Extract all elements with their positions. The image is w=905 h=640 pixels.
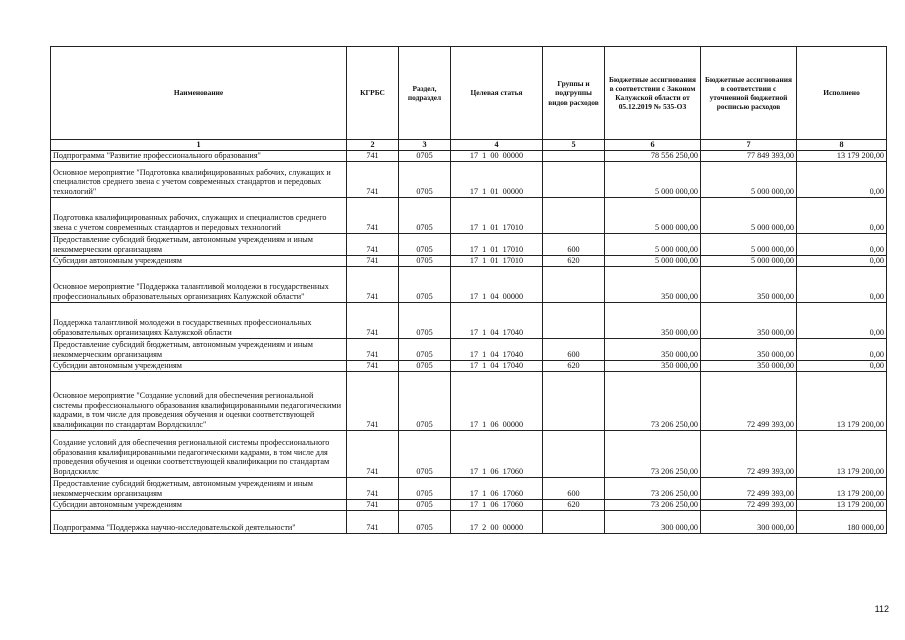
row-kgrbs: 741 xyxy=(347,255,399,266)
row-section: 0705 xyxy=(399,197,451,233)
row-executed: 13 179 200,00 xyxy=(797,150,887,161)
row-executed: 13 179 200,00 xyxy=(797,430,887,477)
header-target: Целевая статья xyxy=(451,47,543,140)
column-number: 1 xyxy=(51,140,347,151)
table-row xyxy=(51,266,887,302)
row-executed: 0,00 xyxy=(797,266,887,302)
header-section: Раздел, подраздел xyxy=(399,47,451,140)
table-row xyxy=(51,430,887,477)
row-name: Создание условий для обеспечения региональной системы профессионального образования квалифицированными педагогическими кадрами, в том числе для проведения обучения и оценки соответствующей квалификации по стандартам Ворлдскиллс xyxy=(51,430,347,477)
column-number: 2 xyxy=(347,140,399,151)
row-section: 0705 xyxy=(399,161,451,197)
column-number: 7 xyxy=(701,140,797,151)
row-group: 600 xyxy=(543,233,605,255)
row-budget-law: 73 206 250,00 xyxy=(605,477,701,499)
row-target: 17 2 00 00000 xyxy=(451,510,543,533)
row-name: Основное мероприятие "Поддержка талантливой молодежи в государственных профессиональных образовательных организациях Калужской области" xyxy=(51,266,347,302)
row-name: Поддержка талантливой молодежи в государственных профессиональных образовательных организациях Калужской области xyxy=(51,302,347,338)
table-row xyxy=(51,499,887,510)
row-budget-law: 73 206 250,00 xyxy=(605,430,701,477)
row-target: 17 1 06 17060 xyxy=(451,499,543,510)
row-executed: 0,00 xyxy=(797,161,887,197)
row-group xyxy=(543,302,605,338)
column-number-row xyxy=(51,140,887,151)
row-target: 17 1 06 17060 xyxy=(451,477,543,499)
row-name: Предоставление субсидий бюджетным, автономным учреждениям и иным некоммерческим организациям xyxy=(51,233,347,255)
row-section: 0705 xyxy=(399,266,451,302)
row-budget-refined: 300 000,00 xyxy=(701,510,797,533)
row-name: Субсидии автономным учреждениям xyxy=(51,360,347,371)
row-budget-refined: 77 849 393,00 xyxy=(701,150,797,161)
row-target: 17 1 01 17010 xyxy=(451,233,543,255)
row-budget-refined: 5 000 000,00 xyxy=(701,161,797,197)
row-group xyxy=(543,371,605,430)
row-section: 0705 xyxy=(399,255,451,266)
row-executed: 0,00 xyxy=(797,360,887,371)
row-target: 17 1 01 17010 xyxy=(451,197,543,233)
row-kgrbs: 741 xyxy=(347,360,399,371)
header-budget-law: Бюджетные ассигнования в соответствии с Законом Калужской области от 05.12.2019 № 535-ОЗ xyxy=(605,47,701,140)
row-kgrbs: 741 xyxy=(347,233,399,255)
row-target: 17 1 06 00000 xyxy=(451,371,543,430)
column-number: 5 xyxy=(543,140,605,151)
row-group xyxy=(543,510,605,533)
row-budget-refined: 72 499 393,00 xyxy=(701,430,797,477)
column-number: 6 xyxy=(605,140,701,151)
row-kgrbs: 741 xyxy=(347,477,399,499)
row-target: 17 1 04 17040 xyxy=(451,360,543,371)
header-executed: Исполнено xyxy=(797,47,887,140)
row-group: 600 xyxy=(543,477,605,499)
row-name: Субсидии автономным учреждениям xyxy=(51,255,347,266)
row-section: 0705 xyxy=(399,338,451,360)
table-row xyxy=(51,161,887,197)
row-executed: 180 000,00 xyxy=(797,510,887,533)
table-row xyxy=(51,197,887,233)
row-section: 0705 xyxy=(399,477,451,499)
row-kgrbs: 741 xyxy=(347,302,399,338)
row-budget-law: 350 000,00 xyxy=(605,266,701,302)
table-body xyxy=(51,150,887,533)
row-section: 0705 xyxy=(399,499,451,510)
column-number: 3 xyxy=(399,140,451,151)
row-kgrbs: 741 xyxy=(347,499,399,510)
row-kgrbs: 741 xyxy=(347,161,399,197)
row-target: 17 1 04 00000 xyxy=(451,266,543,302)
row-kgrbs: 741 xyxy=(347,510,399,533)
row-budget-law: 350 000,00 xyxy=(605,360,701,371)
row-kgrbs: 741 xyxy=(347,150,399,161)
row-budget-law: 5 000 000,00 xyxy=(605,197,701,233)
row-executed: 0,00 xyxy=(797,197,887,233)
row-budget-refined: 350 000,00 xyxy=(701,360,797,371)
header-kgrbs: КГРБС xyxy=(347,47,399,140)
row-target: 17 1 04 17040 xyxy=(451,338,543,360)
row-group xyxy=(543,430,605,477)
row-group xyxy=(543,150,605,161)
row-executed: 0,00 xyxy=(797,302,887,338)
table-row xyxy=(51,338,887,360)
table-row xyxy=(51,371,887,430)
row-budget-law: 5 000 000,00 xyxy=(605,161,701,197)
row-budget-refined: 5 000 000,00 xyxy=(701,197,797,233)
row-kgrbs: 741 xyxy=(347,197,399,233)
header-name: Наименование xyxy=(51,47,347,140)
header-budget-refined: Бюджетные ассигнования в соответствии с уточненной бюджетной росписью расходов xyxy=(701,47,797,140)
row-name: Предоставление субсидий бюджетным, автономным учреждениям и иным некоммерческим организациям xyxy=(51,477,347,499)
budget-table xyxy=(50,46,887,534)
row-group xyxy=(543,266,605,302)
row-budget-refined: 5 000 000,00 xyxy=(701,255,797,266)
row-executed: 13 179 200,00 xyxy=(797,499,887,510)
row-section: 0705 xyxy=(399,371,451,430)
row-section: 0705 xyxy=(399,430,451,477)
row-kgrbs: 741 xyxy=(347,430,399,477)
row-budget-law: 5 000 000,00 xyxy=(605,233,701,255)
table-row xyxy=(51,255,887,266)
row-budget-law: 73 206 250,00 xyxy=(605,371,701,430)
budget-table-sheet xyxy=(50,46,886,534)
row-budget-law: 5 000 000,00 xyxy=(605,255,701,266)
table-row xyxy=(51,510,887,533)
row-target: 17 1 01 00000 xyxy=(451,161,543,197)
row-target: 17 1 00 00000 xyxy=(451,150,543,161)
row-name: Основное мероприятие "Подготовка квалифицированных рабочих, служащих и специалистов среднего звена с учетом современных стандартов и передовых технологий" xyxy=(51,161,347,197)
row-name: Подготовка квалифицированных рабочих, служащих и специалистов среднего звена с учетом современных стандартов и передовых технологий xyxy=(51,197,347,233)
row-budget-refined: 5 000 000,00 xyxy=(701,233,797,255)
row-name: Основное мероприятие "Создание условий для обеспечения региональной системы профессионального образования квалифицированными педагогическими кадрами, в том числе для проведения обучения и оценки соответствующей квалификации по стандартам Ворлдскиллс" xyxy=(51,371,347,430)
row-budget-law: 350 000,00 xyxy=(605,338,701,360)
row-name: Подпрограмма "Развитие профессионального образования" xyxy=(51,150,347,161)
column-number: 4 xyxy=(451,140,543,151)
row-budget-refined: 72 499 393,00 xyxy=(701,477,797,499)
table-row xyxy=(51,360,887,371)
row-group: 620 xyxy=(543,255,605,266)
row-section: 0705 xyxy=(399,510,451,533)
page-number: 112 xyxy=(874,604,889,614)
row-budget-refined: 350 000,00 xyxy=(701,266,797,302)
column-number: 8 xyxy=(797,140,887,151)
row-group xyxy=(543,197,605,233)
row-kgrbs: 741 xyxy=(347,338,399,360)
row-section: 0705 xyxy=(399,360,451,371)
row-section: 0705 xyxy=(399,150,451,161)
row-budget-refined: 72 499 393,00 xyxy=(701,371,797,430)
row-section: 0705 xyxy=(399,302,451,338)
row-executed: 13 179 200,00 xyxy=(797,477,887,499)
table-header-row xyxy=(51,47,887,140)
row-name: Предоставление субсидий бюджетным, автономным учреждениям и иным некоммерческим организациям xyxy=(51,338,347,360)
row-executed: 0,00 xyxy=(797,338,887,360)
table-row xyxy=(51,150,887,161)
row-budget-refined: 350 000,00 xyxy=(701,338,797,360)
row-target: 17 1 06 17060 xyxy=(451,430,543,477)
header-groups: Группы и подгруппы видов расходов xyxy=(543,47,605,140)
row-group: 620 xyxy=(543,499,605,510)
row-budget-law: 300 000,00 xyxy=(605,510,701,533)
row-target: 17 1 01 17010 xyxy=(451,255,543,266)
row-section: 0705 xyxy=(399,233,451,255)
table-row xyxy=(51,233,887,255)
row-executed: 0,00 xyxy=(797,255,887,266)
row-group: 600 xyxy=(543,338,605,360)
row-budget-refined: 72 499 393,00 xyxy=(701,499,797,510)
row-budget-law: 73 206 250,00 xyxy=(605,499,701,510)
row-target: 17 1 04 17040 xyxy=(451,302,543,338)
row-kgrbs: 741 xyxy=(347,371,399,430)
row-budget-law: 350 000,00 xyxy=(605,302,701,338)
table-row xyxy=(51,477,887,499)
row-executed: 0,00 xyxy=(797,233,887,255)
row-kgrbs: 741 xyxy=(347,266,399,302)
row-budget-law: 78 556 250,00 xyxy=(605,150,701,161)
row-budget-refined: 350 000,00 xyxy=(701,302,797,338)
row-group xyxy=(543,161,605,197)
row-group: 620 xyxy=(543,360,605,371)
row-executed: 13 179 200,00 xyxy=(797,371,887,430)
row-name: Подпрограмма "Поддержка научно-исследовательской деятельности" xyxy=(51,510,347,533)
row-name: Субсидии автономным учреждениям xyxy=(51,499,347,510)
table-row xyxy=(51,302,887,338)
